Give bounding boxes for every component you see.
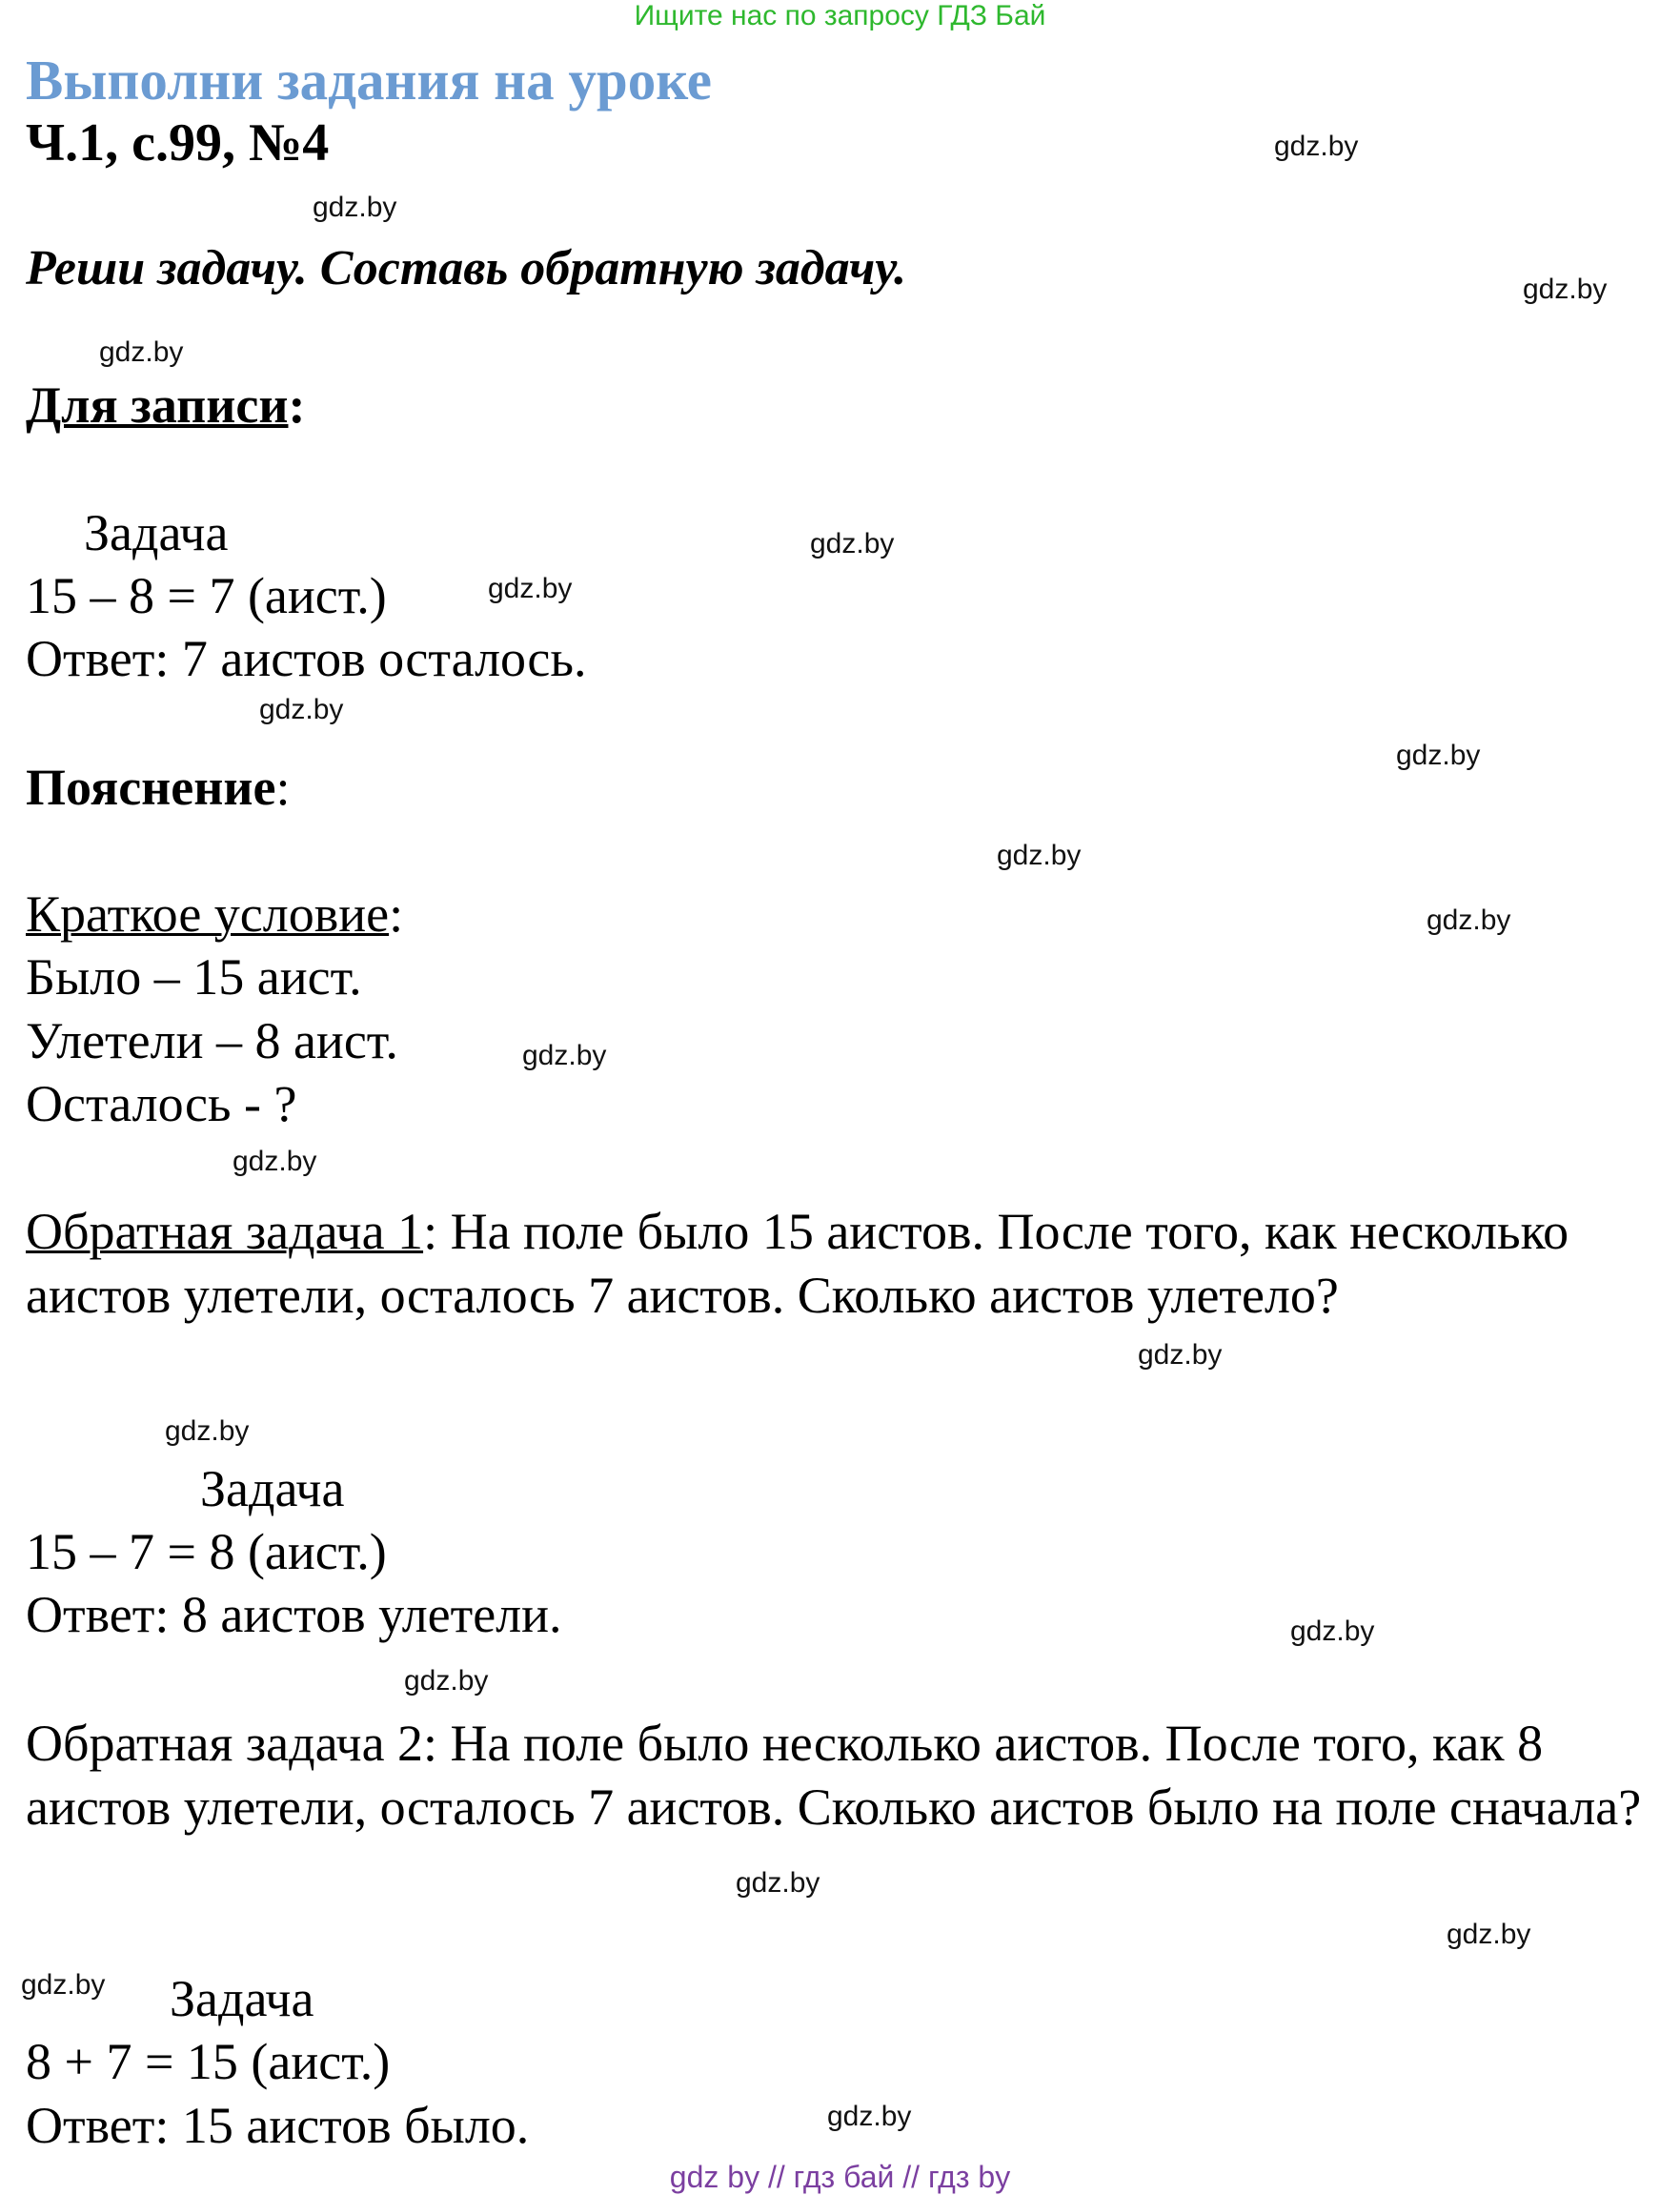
page-title: Выполни задания на уроке bbox=[26, 49, 712, 112]
record-heading-colon: : bbox=[288, 376, 306, 434]
watermark: gdz.by bbox=[259, 694, 344, 725]
inverse-task-1-text: : На поле было 15 аистов. После того, как несколько аистов улетели, осталось 7 аистов. Сколько аистов улетело? bbox=[26, 1203, 1569, 1324]
task3-equation: 8 + 7 = 15 (аист.) bbox=[26, 2033, 391, 2090]
watermark: gdz.by bbox=[997, 840, 1082, 871]
explanation-heading-label: Пояснение bbox=[26, 759, 276, 816]
watermark: gdz.by bbox=[810, 528, 895, 559]
task1-answer: Ответ: 7 аистов осталось. bbox=[26, 630, 587, 687]
task2-equation: 15 – 7 = 8 (аист.) bbox=[26, 1523, 387, 1580]
inverse-task-1-label: Обратная задача 1 bbox=[26, 1203, 424, 1260]
task2-answer: Ответ: 8 аистов улетели. bbox=[26, 1586, 562, 1643]
explanation-heading-colon: : bbox=[275, 759, 291, 816]
watermark: gdz.by bbox=[522, 1040, 607, 1071]
explanation-heading bbox=[26, 758, 290, 817]
watermark: gdz.by bbox=[736, 1867, 820, 1899]
condition-line: Было – 15 аист. bbox=[26, 948, 362, 1006]
watermark: gdz.by bbox=[1447, 1919, 1531, 1950]
watermark: gdz.by bbox=[165, 1415, 250, 1447]
condition-line: Улетели – 8 аист. bbox=[26, 1012, 398, 1069]
watermark: gdz.by bbox=[1396, 740, 1481, 771]
inverse-task-2: Обратная задача 2: На поле было несколько аистов. После того, как 8 аистов улетели, осталось 7 аистов. Сколько аистов было на поле сначала? bbox=[26, 1715, 1642, 1836]
exercise-reference: Ч.1, с.99, №4 bbox=[26, 113, 330, 173]
short-condition-label: Краткое условие bbox=[26, 885, 390, 943]
watermark: gdz.by bbox=[233, 1146, 317, 1177]
short-condition-colon: : bbox=[389, 885, 404, 943]
footer-links[interactable]: gdz by // гдз бай // гдз by bbox=[669, 2160, 1011, 2194]
short-condition-heading bbox=[26, 884, 403, 944]
record-heading bbox=[26, 376, 305, 435]
task1-equation: 15 – 8 = 7 (аист.) bbox=[26, 567, 387, 624]
watermark: gdz.by bbox=[1274, 131, 1359, 162]
watermark: gdz.by bbox=[1427, 904, 1511, 936]
task-instruction: Реши задачу. Составь обратную задачу. bbox=[26, 241, 907, 295]
watermark: gdz.by bbox=[99, 336, 184, 368]
watermark: gdz.by bbox=[827, 2101, 912, 2132]
record-heading-label: Для записи bbox=[26, 376, 289, 434]
watermark: gdz.by bbox=[404, 1665, 489, 1697]
watermark: gdz.by bbox=[1523, 274, 1608, 305]
inverse-task-1 bbox=[26, 1200, 1674, 1328]
condition-line: Осталось - ? bbox=[26, 1075, 297, 1132]
task3-label: Задача bbox=[170, 1970, 314, 2027]
task3-answer: Ответ: 15 аистов было. bbox=[26, 2097, 530, 2154]
watermark: gdz.by bbox=[488, 573, 573, 604]
watermark: gdz.by bbox=[1290, 1616, 1375, 1647]
watermark: gdz.by bbox=[313, 192, 397, 223]
task1-label: Задача bbox=[84, 504, 229, 561]
watermark: gdz.by bbox=[21, 1969, 106, 2001]
watermark: gdz.by bbox=[1138, 1339, 1223, 1371]
top-banner[interactable]: Ищите нас по запросу ГДЗ Бай bbox=[634, 0, 1046, 31]
task2-label: Задача bbox=[200, 1460, 345, 1517]
